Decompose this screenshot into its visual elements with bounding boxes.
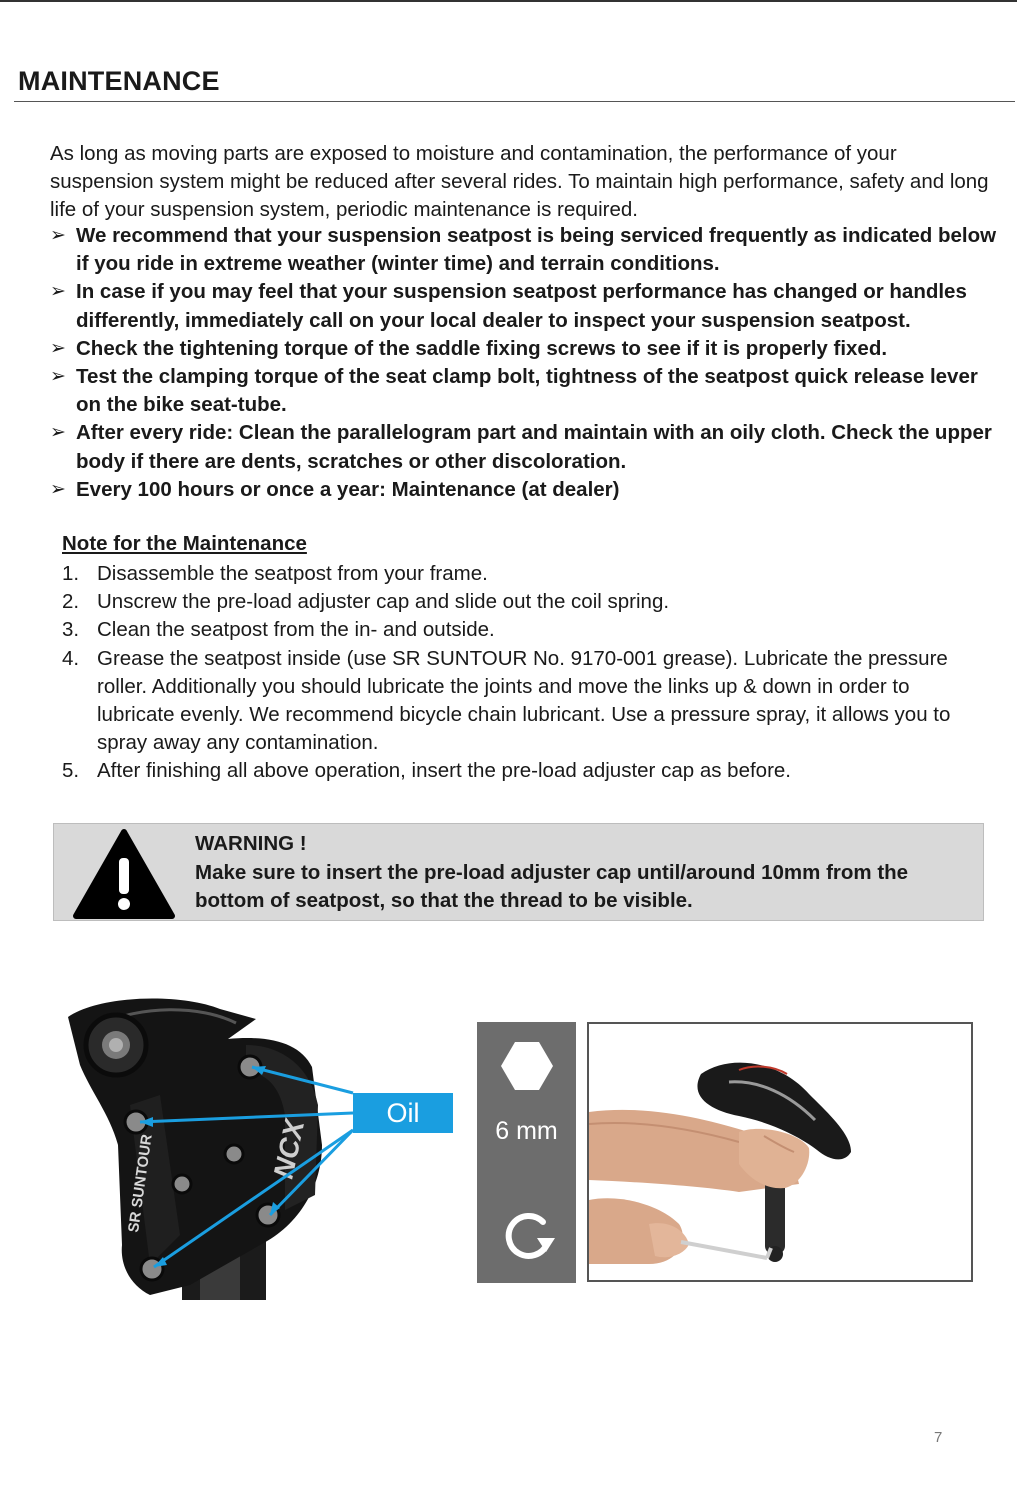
step-text: Grease the seatpost inside (use SR SUNTOUR No. 9170-001 grease). Lubricate the pressure roller. Additionally you should lubricate the joints and move the links up & down in order to lubricate evenly. We recommend bicycle chain lubricant. Use a pressure spray, it allows you to spray away any contamination.: [97, 646, 951, 755]
arrow-bullet-icon: ➢: [50, 422, 66, 444]
title-divider: [14, 101, 1015, 102]
intro-paragraph: As long as moving parts are exposed to moisture and contamination, the performance of your suspension system might be reduced after several rides. To maintain high performance, safety and long life of your suspension system, periodic maintenance is required.: [50, 142, 989, 221]
maintenance-bullet-list: [50, 222, 1000, 504]
bullet-text: After every ride: Clean the parallelogram part and maintain with an oily cloth. Check the upper body if there are dents, scratches or other discoloration.: [76, 421, 992, 473]
step-text: Unscrew the pre-load adjuster cap and slide out the coil spring.: [97, 590, 670, 614]
bullet-text: In case if you may feel that your suspension seatpost performance has changed or handles differently, immediately call on your local dealer to inspect your suspension seatpost.: [76, 280, 967, 332]
rotate-clockwise-icon: [499, 1208, 557, 1266]
page-number: 7: [934, 1429, 943, 1446]
bullet-item: [50, 476, 1000, 504]
step-text: After finishing all above operation, insert the pre-load adjuster cap as before.: [97, 759, 791, 783]
arrow-bullet-icon: ➢: [50, 337, 66, 359]
step-item: [62, 560, 972, 588]
bullet-text: Test the clamping torque of the seat clamp bolt, tightness of the seatpost quick release lever on the bike seat-tube.: [76, 365, 978, 417]
arrow-bullet-icon: ➢: [50, 366, 66, 388]
hex-key-icon: [499, 1038, 555, 1094]
step-item: [62, 588, 972, 616]
tool-size-label: 6 mm: [495, 1117, 558, 1145]
step-number: 1.: [62, 562, 80, 585]
warning-title: WARNING !: [195, 832, 307, 855]
maintenance-steps-list: [62, 560, 972, 786]
page-title: MAINTENANCE: [18, 66, 220, 96]
brand-text: SR SUNTOUR: [125, 1133, 156, 1234]
bullet-item: [50, 419, 1000, 475]
warning-text: Make sure to insert the pre-load adjuster cap until/around 10mm from the bottom of seatpost, so that the thread to be visible.: [195, 861, 909, 912]
step-text: Clean the seatpost from the in- and outside.: [97, 618, 495, 642]
arrow-bullet-icon: ➢: [50, 478, 66, 500]
bullet-text: Check the tightening torque of the saddle fixing screws to see if it is properly fixed.: [76, 336, 888, 360]
step-item: [62, 757, 972, 785]
model-text: NCX: [267, 1116, 311, 1182]
arrow-bullet-icon: ➢: [50, 225, 66, 246]
step-item: [62, 645, 972, 758]
seatpost-oil-diagram: [60, 995, 460, 1305]
bullet-item: [50, 335, 1000, 363]
step-item: [62, 616, 972, 644]
arrow-bullet-icon: ➢: [50, 281, 66, 303]
bullet-item: [50, 278, 1000, 334]
warning-triangle-icon: [72, 828, 176, 920]
hand-adjusting-seatpost-illustration: [589, 1024, 971, 1280]
bullet-text: We recommend that your suspension seatpost is being serviced frequently as indicated below if you ride in extreme weather (winter time) and terrain conditions.: [76, 224, 997, 276]
saddle-adjustment-photo: [587, 1022, 973, 1282]
bullet-item: [50, 363, 1000, 419]
step-number: 2.: [62, 590, 80, 614]
top-rule: [0, 0, 1017, 2]
warning-box: [53, 823, 984, 921]
note-heading: Note for the Maintenance: [62, 532, 307, 555]
step-number: 3.: [62, 618, 80, 642]
oil-label: Oil: [353, 1093, 453, 1133]
bullet-text: Every 100 hours or once a year: Maintenance (at dealer): [76, 477, 620, 501]
bullet-item: [50, 222, 1000, 278]
step-number: 5.: [62, 759, 80, 783]
tool-panel: [477, 1022, 576, 1283]
step-text: Disassemble the seatpost from your frame.: [97, 562, 488, 585]
step-number: 4.: [62, 646, 80, 670]
